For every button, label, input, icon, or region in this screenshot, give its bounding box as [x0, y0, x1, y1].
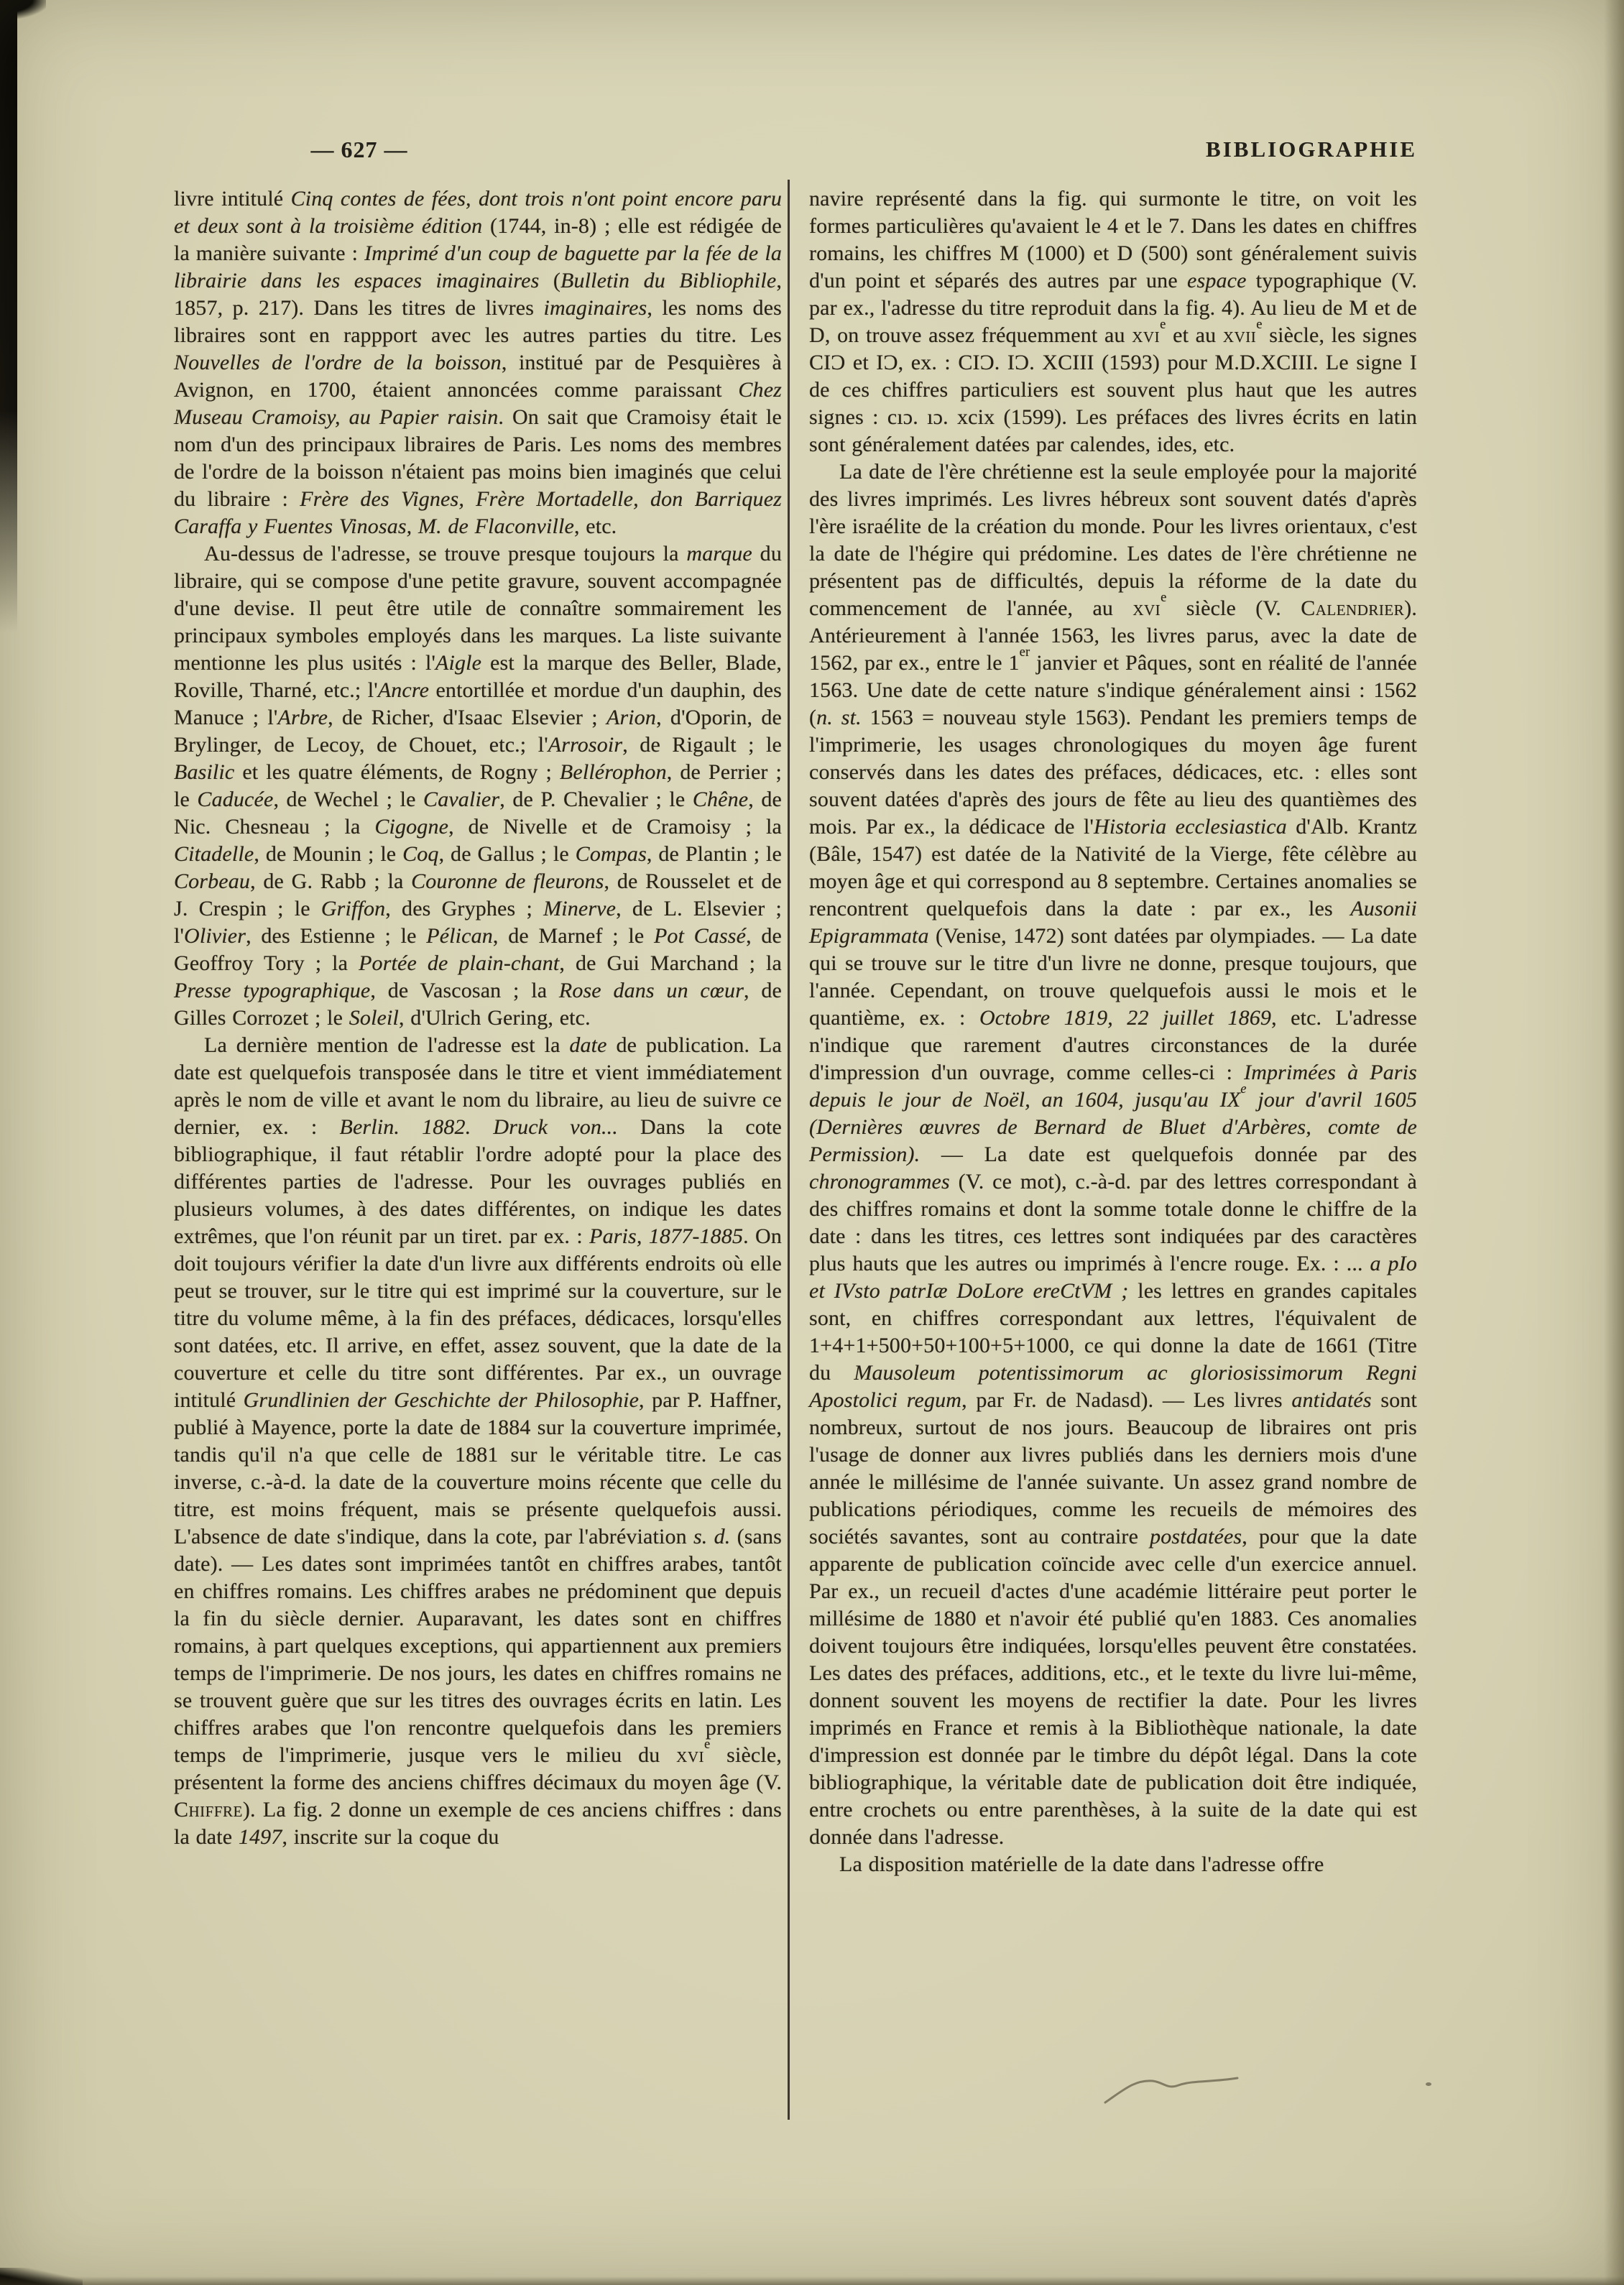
text-column-left [174, 185, 782, 1851]
paragraph: La dernière mention de l'adresse est la date de publication. La date est quelquefois transposée dans le titre et vient immédiatement après le nom de ville et avant le nom du libraire, au lieu de suivre ce dernier, ex. : Berlin. 1882. Druck von... Dans la cote bibliographique, il faut rétablir l'ordre adopté pour la place des différentes parties de l'adresse. Pour les ouvrages publiés en plusieurs volumes, à des dates différentes, on indique les dates extrêmes, que l'on réunit par un tiret. par ex. : Paris, 1877-1885. On doit toujours vérifier la date d'un livre aux différents endroits où elle peut se trouver, sur le titre qui est imprimé sur la couverture, sur le titre du volume même, à la fin des préfaces, dédicaces, lorsqu'elles sont datées, etc. Il arrive, en effet, assez souvent, que la date de la couverture et celle du titre sont différentes. Par ex., un ouvrage intitulé Grundlinien der Geschichte der Philosophie, par P. Haffner, publié à Mayence, porte la date de 1884 sur la couverture imprimée, tandis qu'il n'a que celle de 1881 sur le véritable titre. Le cas inverse, c.-à-d. la date de la couverture moins récente que celle du titre, est moins fréquent, mais se présente quelquefois aussi. L'absence de date s'indique, dans la cote, par l'abréviation s. d. (sans date). — Les dates sont imprimées tantôt en chiffres arabes, tantôt en chiffres romains. Les chiffres arabes ne prédominent que depuis la fin du siècle dernier. Auparavant, les dates sont en chiffres romains, à part quelques exceptions, qui appartiennent aux premiers temps de l'imprimerie. De nos jours, les dates en chiffres romains ne se trouvent guère que sur les titres des ouvrages écrits en latin. Les chiffres arabes que l'on rencontre quelquefois dans les premiers temps de l'imprimerie, jusque vers le milieu du xvi$^e$ siècle, présentent la forme des anciens chiffres décimaux du moyen âge (V. Chiffre). La fig. 2 donne un exemple de ces anciens chiffres : dans la date 1497, inscrite sur la coque du [174, 1033, 783, 1849]
running-title: BIBLIOGRAPHIE [1206, 137, 1417, 162]
text-column-right [809, 185, 1417, 1878]
paragraph: La disposition matérielle de la date dans l'adresse offre [839, 1852, 1324, 1876]
scan-artifact-right-edge [1604, 0, 1624, 2285]
scan-artifact-left-edge [0, 0, 17, 632]
paragraph: livre intitulé Cinq contes de fées, dont trois n'ont point encore paru et deux sont à la troisième édition (1744, in-8) ; elle est rédigée de la manière suivante : Imprimé d'un coup de baguette par la fée de la librairie dans les espaces imaginaires (Bulletin du Bibliophile, 1857, p. 217). Dans les titres de livres imaginaires, les noms des libraires sont en rappport avec les autres parties du titre. Les Nouvelles de l'ordre de la boisson, institué par de Pesquières à Avignon, en 1700, étaient annoncées comme paraissant Chez Museau Cramoisy, au Papier raisin. On sait que Cramoisy était le nom d'un des principaux libraires de Paris. Les noms des membres de l'ordre de la boisson n'étaient pas moins bien imaginés que celui du libraire : Frère des Vignes, Frère Mortadelle, don Barriquez Caraffa y Fuentes Vinosas, M. de Flaconville, etc. [174, 187, 783, 538]
paragraph: navire représenté dans la fig. qui surmonte le titre, on voit les formes particulières qu'avaient le 4 et le 7. Dans les dates en chiffres romains, les chiffres M (1000) et D (500) sont généralement suivis d'un point et séparés des autres par une espace typographique (V. par ex., l'adresse du titre reproduit dans la fig. 4). Au lieu de M et de D, on trouve assez fréquemment au xvi$^e$ et au xvii$^e$ siècle, les signes CIƆ et IƆ, ex. : CIƆ. IƆ. XCIII (1593) pour M.D.XCIII. Le signe I de ces chiffres particuliers est souvent plus haut que les autres signes : cıɔ. ıɔ. xcix (1599). Les préfaces des livres écrits en latin sont généralement datées par calendes, ides, etc. [809, 187, 1418, 456]
column-divider-rule [788, 180, 790, 2120]
paragraph: Au-dessus de l'adresse, se trouve presque toujours la marque du libraire, qui se compose d'une petite gravure, souvent accompagnée d'une devise. Il peut être utile de connaître sommairement les principaux symboles employés dans les marques. La liste suivante mentionne les plus usités : l'Aigle est la marque des Beller, Blade, Roville, Tharné, etc.; l'Ancre entortillée et mordue d'un dauphin, des Manuce ; l'Arbre, de Richer, d'Isaac Elsevier ; Arion, d'Oporin, de Brylinger, de Lecoy, de Chouet, etc.; l'Arrosoir, de Rigault ; le Basilic et les quatre éléments, de Rogny ; Bellérophon, de Perrier ; le Caducée, de Wechel ; le Cavalier, de P. Chevalier ; le Chêne, de Nic. Chesneau ; la Cigogne, de Nivelle et de Cramoisy ; la Citadelle, de Mounin ; le Coq, de Gallus ; le Compas, de Plantin ; le Corbeau, de G. Rabb ; la Couronne de fleurons, de Rousselet et de J. Crespin ; le Griffon, des Gryphes ; Minerve, de L. Elsevier ; l'Olivier, des Estienne ; le Pélican, de Marnef ; le Pot Cassé, de Geoffroy Tory ; la Portée de plain-chant, de Gui Marchand ; la Presse typographique, de Vascosan ; la Rose dans un cœur, de Gilles Corrozet ; le Soleil, d'Ulrich Gering, etc. [174, 542, 783, 1030]
paragraph: La date de l'ère chrétienne est la seule employée pour la majorité des livres imprimés. Les livres hébreux sont souvent datés d'après l'ère israélite de la création du monde. Pour les livres orientaux, c'est la date de l'hégire qui prédomine. Les dates de l'ère chrétienne ne présentent pas de difficultés, depuis la réforme de la date du commencement de l'année, au xvi$^e$ siècle (V. Calendrier). Antérieurement à l'année 1563, les livres parus, avec la date de 1562, par ex., entre le 1er janvier et Pâques, sont en réalité de l'année 1563. Une date de cette nature s'indique généralement ainsi : 1562 (n. st. 1563 = nouveau style 1563). Pendant les premiers temps de l'imprimerie, les usages chronologiques du moyen âge furent conservés dans les dates des préfaces, dédicaces, etc. : elles sont souvent datées d'après des jours de fête au lieu des quantièmes des mois. Par ex., la dédicace de l'Historia ecclesiastica d'Alb. Krantz (Bâle, 1547) est datée de la Nativité de la Vierge, fête célèbre au moyen âge et qui correspond au 8 septembre. Certaines anomalies se rencontrent quelquefois dans la date : par ex., les Ausonii Epigrammata (Venise, 1472) sont datées par olympiades. — La date qui se trouve sur le titre d'un livre ne donne, presque toujours, que l'année. Cependant, on trouve quelquefois aussi le mois et le quantième, ex. : Octobre 1819, 22 juillet 1869, etc. L'adresse n'indique que rarement d'autres circonstances de la durée d'impression d'un ouvrage, comme celles-ci : Imprimées à Paris depuis le jour de Noël, an 1604, jusqu'au IXe jour d'avril 1605 (Dernières œuvres de Bernard de Bluet d'Arbères, comte de Permission). — La date est quelquefois donnée par des chronogrammes (V. ce mot), c.-à-d. par des lettres correspondant à des chiffres romains et dont la somme totale donne le chiffre de la date : dans les titres, ces lettres sont indiquées par des caractères plus hauts que les autres ou imprimés à l'encre rouge. Ex. : ... a pIo et IVsto patrIæ DoLore ereCtVM ; les lettres en grandes capitales sont, en chiffres correspondant aux lettres, l'équivalent de 1+4+1+500+50+100+5+1000, ce qui donne la date de 1661 (Titre du Mausoleum potentissimorum ac gloriosissimorum Regni Apostolici regum, par Fr. de Nadasd). — Les livres antidatés sont nombreux, surtout de nos jours. Beaucoup de libraires ont pris l'usage de donner aux livres publiés dans les derniers mois d'une année le millésime de l'année suivante. Un assez grand nombre de publications périodiques, comme les recueils de mémoires des sociétés savantes, sont au contraire postdatées, pour que la date apparente de publication coïncide avec celle d'un exercice annuel. Par ex., un recueil d'actes d'une académie littéraire peut porter le millésime de 1880 et n'avoir été publié qu'en 1883. Ces anomalies doivent toujours être indiquées, lorsqu'elles peuvent être constatées. Les dates des préfaces, additions, etc., et le texte du livre lui-même, donnent souvent les moyens de rectifier la date. Pour les livres imprimés en France et remis à la Bibliothèque nationale, la date d'impression est donnée par le timbre du dépôt légal. Dans la cote bibliographique, la véritable date de publication doit être indiquée, entre crochets ou entre parenthèses, à la suite de la date qui est donnée dans l'adresse. [809, 460, 1417, 1849]
scan-artifact-top-left-corner [0, 0, 46, 19]
ink-speck [1426, 2082, 1431, 2086]
pencil-squiggle-mark [1098, 2068, 1249, 2113]
page-number: — 627 — [310, 137, 408, 162]
scan-artifact-bottom-edge [0, 2276, 1624, 2285]
